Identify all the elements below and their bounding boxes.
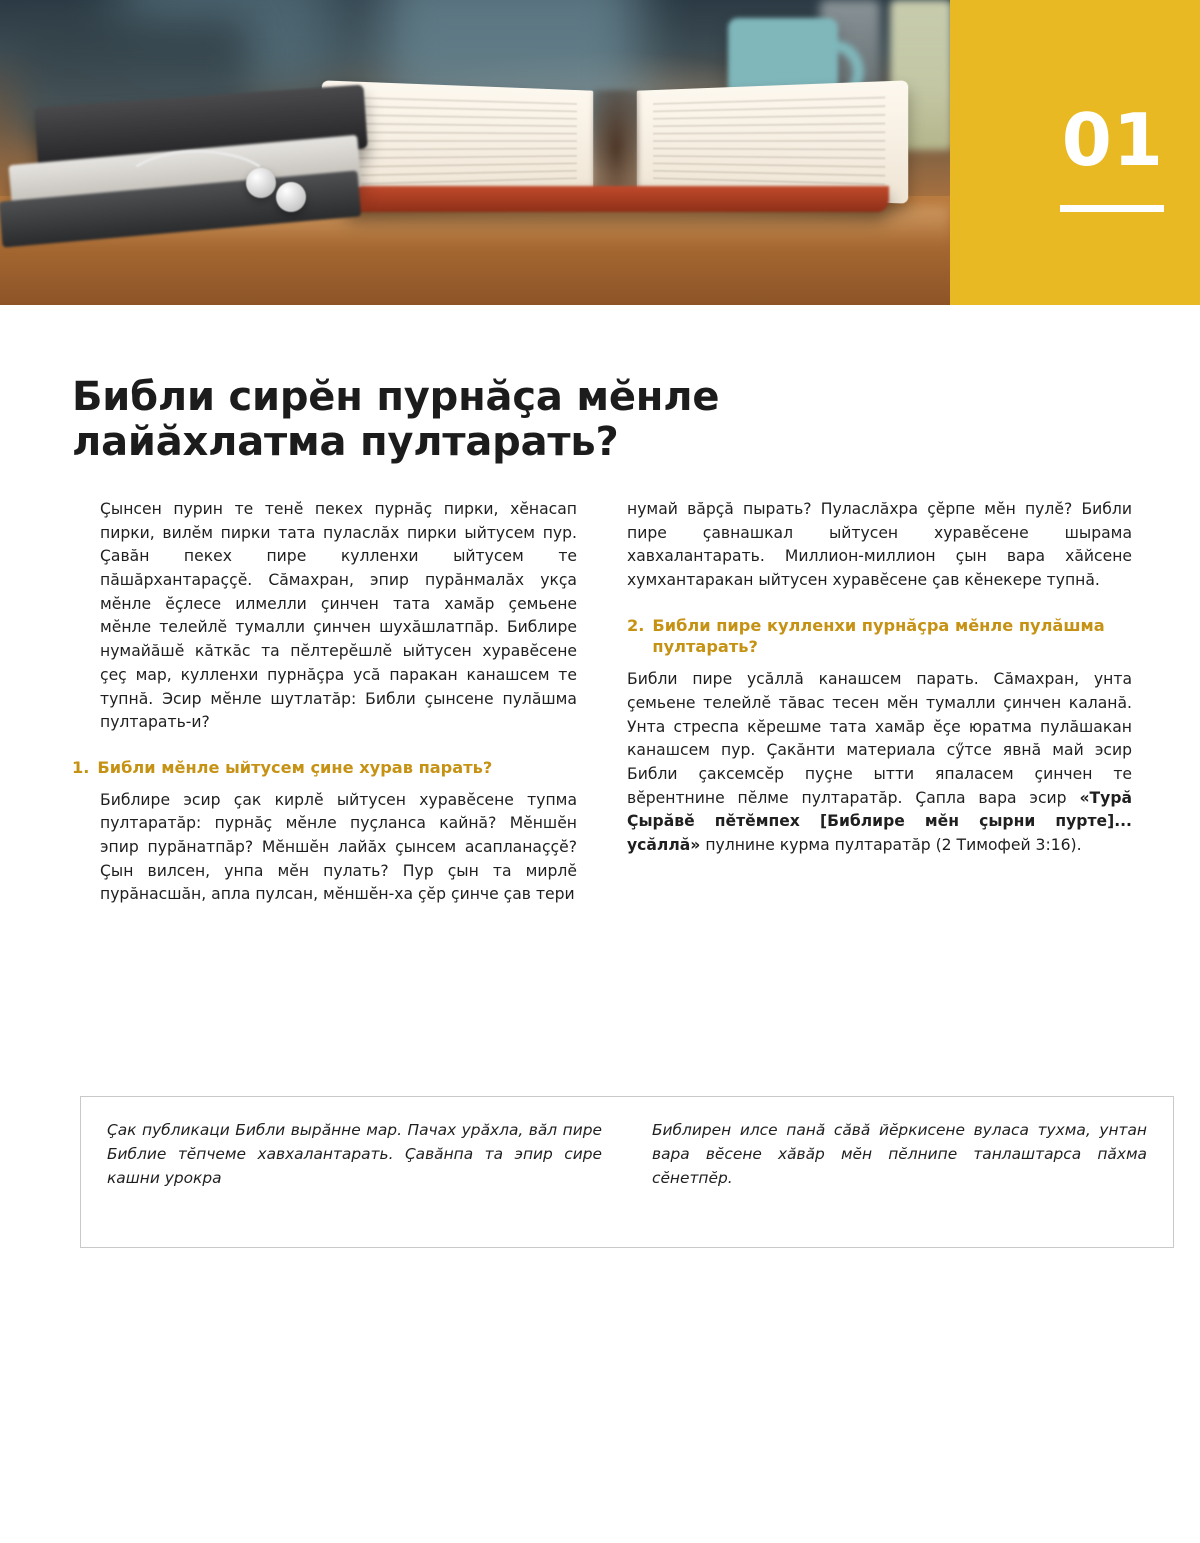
question-1-answer-part-1: Библире эсир çак кирлĕ ыйтусен хуравĕсене тупма пултаратăр: пурнăç мĕнле пуçланса кайнă? Мĕншĕн эпир пурăнатпăр? Мĕншĕн лайăх çынсем асапланаççĕ? Çын вилсен, унпа мĕн пулать? Пур çын та мирлĕ пурăнасшăн, апла пулсан, мĕншĕн-ха çĕр çинче çав тери [100, 790, 577, 904]
question-1-number: 1. [72, 757, 90, 777]
open-book [330, 86, 900, 214]
scripture-quote: «Турă Çырăвĕ пĕтĕмпех [Библире мĕн çырни пурте]... усăллă» [627, 788, 1132, 854]
column-left [72, 498, 577, 907]
question-2-answer [627, 668, 1132, 858]
page-title: Библи сирĕн пурнăçа мĕнле лайăхлатма пултарать? [72, 373, 720, 465]
book-red-edge [344, 186, 889, 212]
question-1-answer-part-2: нумай вăрçă пырать? Пуласлăхра çĕрпе мĕн пулĕ? Библи пире çавнашкал ыйтусен хуравĕсене шырама хавхалантарать. Миллион-миллион çын вара хăйсене хумхантаракан ыйтусен хуравĕсене çав кĕнекере тупнă. [627, 500, 1132, 590]
earbud-right-icon [276, 182, 306, 212]
question-2-heading [627, 615, 1132, 658]
question-2-answer-tail: пулнине курма пултаратăр (2 Тимофей 3:16). [700, 835, 1082, 854]
book-text-lines-left [345, 96, 577, 187]
question-2-number: 2. [627, 615, 645, 635]
intro-paragraph: Çынсен пурин те тенĕ пекех пурнăç пирки, хĕнасап пирки, вилĕм пирки тата пуласлăх пирки ыйтусем пур. Çавăн пекех пире кулленхи ыйтусем те пăшăрхантараççĕ. Сăмахран, эпир пурăнмалăх укçа мĕнле ĕçлесе илмелли çинчен тата хамăр çемьене мĕнле телейлĕ тумалли çинчен шухăшлатпăр. Библире нумайăшĕ кăткăс та пĕлтерĕшлĕ ыйтусен хуравĕсене çеç мар, кулленхи пурнăçра усă паракан канашсем те тупнă. Эсир мĕнле шутлатăр: Библи çынсене пулăшма пултарать-и? [100, 500, 577, 732]
hero-image [0, 0, 950, 305]
question-1-heading [72, 757, 577, 779]
column-right [627, 498, 1132, 907]
lesson-number-block [950, 0, 1200, 305]
earphone-cord [120, 150, 276, 226]
note-box-right-text: Библирен илсе панă сăвă йĕркисене вуласа тухма, унтан вара вĕсене хăвăр мĕн пĕлнипе танлаштарса пăхма сĕнетпĕр. [652, 1121, 1147, 1187]
article-columns [72, 498, 1132, 907]
note-box [80, 1096, 1174, 1248]
book-text-lines-right [653, 96, 885, 187]
note-box-left-text: Çак публикаци Библи вырăнне мар. Пачах урăхла, вăл пире Библие тĕпчеме хавхалантарать. Çавăнпа та эпир сире кашни урокра [107, 1121, 602, 1187]
lesson-number: 01 [1061, 98, 1164, 182]
question-2-answer-lead: Библи пире усăллă канашсем парать. Сăмахран, унта çемьене телейлĕ тăвас тесен мĕн тумалли çинчен каланă. Унта стреспа кĕрешме тата хамăр ĕçе юратма пулăшакан канашсем пур. Çакăнти материала сӳтсе явнă май эсир Библи çаксемсĕр пуçне ытти япаласем çинчен те вĕрентнине пĕлме пултаратăр. Çапла вара эсир [627, 670, 1132, 807]
lesson-number-underline [1060, 205, 1164, 212]
question-1-text: Библи мĕнле ыйтусем çине хурав парать? [97, 757, 493, 777]
question-2-text: Библи пире кулленхи пурнăçра мĕнле пулăшма пултарать? [652, 615, 1105, 657]
